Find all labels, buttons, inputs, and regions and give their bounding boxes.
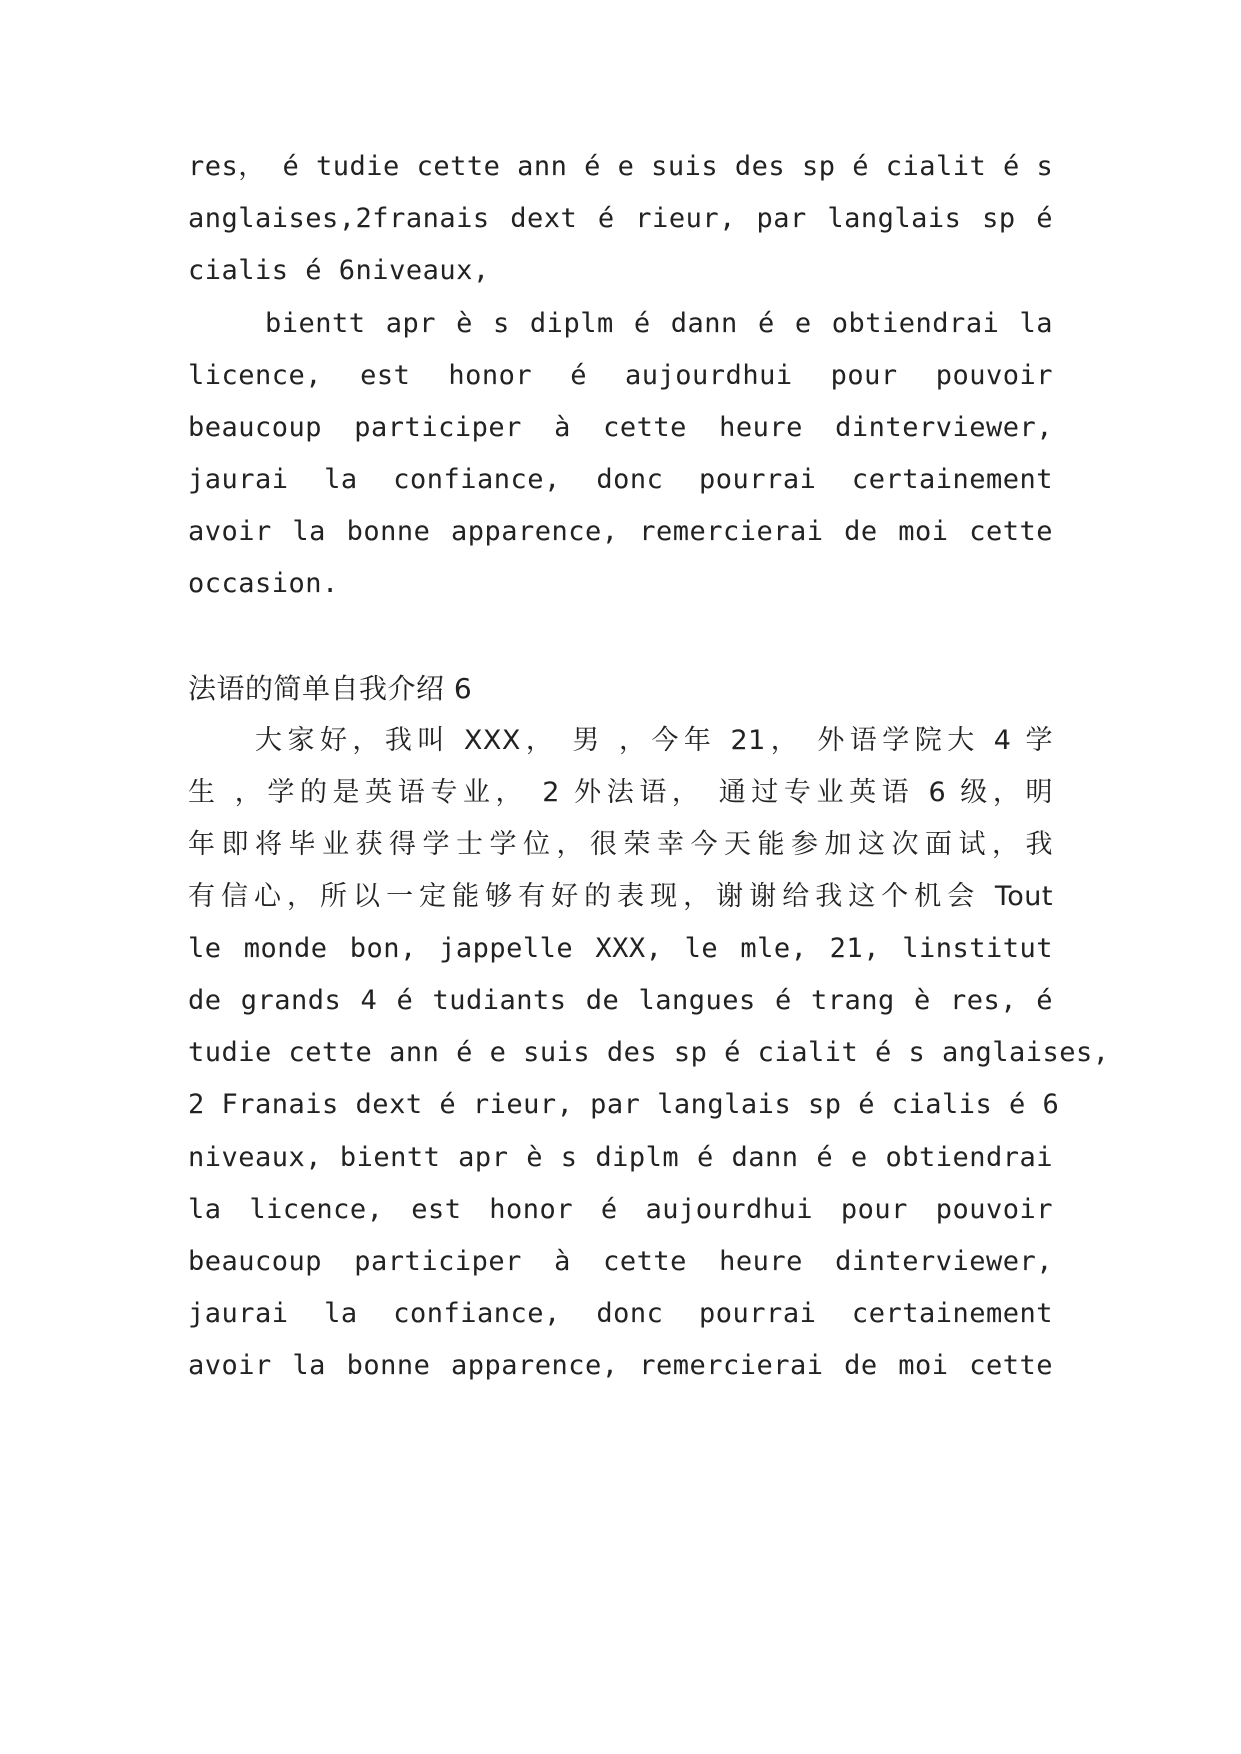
paragraph-line: 大家好，我叫 XXX， 男 ，今年 21， 外语学院大 4 学 (255, 725, 1053, 756)
paragraph-line: 生 ，学的是英语专业， 2 外法语， 通过专业英语 6 级，明 (188, 777, 1053, 808)
paragraph-line: jaurai la confiance, donc pourrai certainement (188, 464, 1053, 495)
paragraph-line: la licence, est honor é aujourdhui pour pouvoir (188, 1194, 1053, 1225)
section-heading: 法语的简单自我介绍 6 (188, 672, 473, 705)
paragraph-line: 年即将毕业获得学士学位，很荣幸今天能参加这次面试，我 (188, 829, 1053, 860)
paragraph-line: occasion. (188, 568, 339, 599)
paragraph-line: avoir la bonne apparence, remercierai de moi cette (188, 1350, 1053, 1381)
paragraph-line: le monde bon, jappelle XXX, le mle, 21, linstitut (188, 933, 1053, 964)
paragraph-line: jaurai la confiance, donc pourrai certainement (188, 1298, 1053, 1329)
paragraph-line: beaucoup participer à cette heure dinterviewer, (188, 412, 1053, 443)
paragraph-line: 有信心，所以一定能够有好的表现，谢谢给我这个机会 Tout (188, 881, 1053, 912)
paragraph-line: 2 Franais dext é rieur, par langlais sp é cialis é 6 (188, 1089, 1060, 1120)
paragraph-line: de grands 4 é tudiants de langues é trang è res, é (188, 985, 1053, 1016)
paragraph-line: avoir la bonne apparence, remercierai de moi cette (188, 516, 1053, 547)
paragraph-line: bientt apr è s diplm é dann é e obtiendrai la (265, 308, 1053, 339)
paragraph-line: tudie cette ann é e suis des sp é cialit é s anglaises, (188, 1037, 1110, 1068)
paragraph-line: cialis é 6niveaux, (188, 255, 490, 286)
paragraph-line: res， é tudie cette ann é e suis des sp é cialit é s (188, 151, 1054, 182)
paragraph-line: beaucoup participer à cette heure dinterviewer, (188, 1246, 1053, 1277)
paragraph-line: anglaises,2franais dext é rieur, par langlais sp é (188, 203, 1053, 234)
paragraph-line: niveaux, bientt apr è s diplm é dann é e obtiendrai (188, 1142, 1053, 1173)
paragraph-line: licence, est honor é aujourdhui pour pouvoir (188, 360, 1053, 391)
